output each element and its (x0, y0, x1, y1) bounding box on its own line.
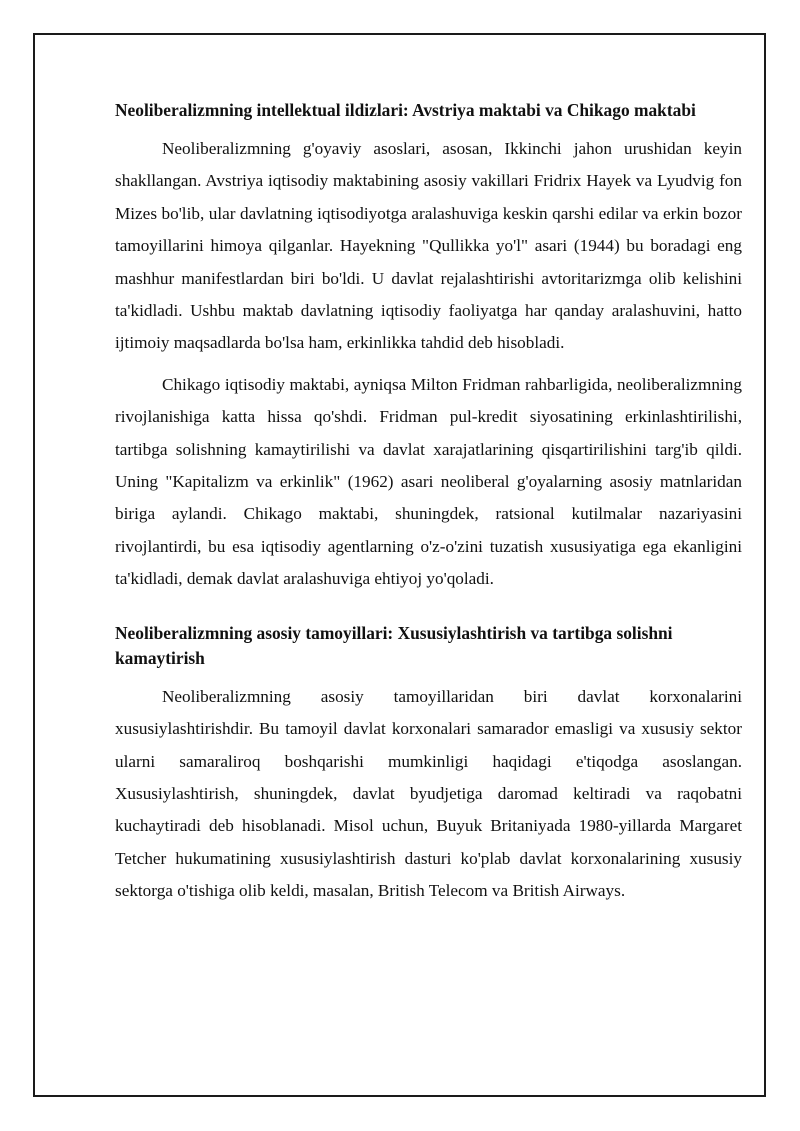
paragraph: Chikago iqtisodiy maktabi, ayniqsa Milton Fridman rahbarligida, neoliberalizmning rivojlanishiga katta hissa qo'shdi. Fridman pul-kredit siyosatining erkinlashtirilishi, tartibga solishning kamaytirilishi va davlat xarajatlarining qisqartirilishini targ'ib qildi. Uning "Kapitalizm va erkinlik" (1962) asari neoliberal g'oyalarning asosiy matnlaridan biriga aylandi. Chikago maktabi, shuningdek, ratsional kutilmalar nazariyasini rivojlantirdi, bu esa iqtisodiy agentlarning o'z-o'zini tuzatish xususiyatiga ega ekanligini ta'kidladi, demak davlat aralashuviga ehtiyoj yo'qoladi. (115, 374, 742, 589)
section-heading: Neoliberalizmning asosiy tamoyillari: Xususiylashtirish va tartibga solishni kamaytirish (115, 622, 673, 668)
paragraph: Neoliberalizmning g'oyaviy asoslari, asosan, Ikkinchi jahon urushidan keyin shakllangan. Avstriya iqtisodiy maktabining asosiy vakillari Fridrix Hayek va Lyudvig fon Mizes bo'lib, ular davlatning iqtisodiyotga aralashuviga keskin qarshi edilar va erkin bozor tamoyillarini himoya qilganlar. Hayekning "Qullikka yo'l" asari (1944) bu boradagi eng mashhur manifestlardan biri bo'ldi. U davlat rejalashtirishi avtoritarizmga olib kelishini ta'kidladi. Ushbu maktab davlatning iqtisodiy faoliyatga har qanday aralashuvini, hatto ijtimoiy maqsadlarda bo'lsa ham, erkinlikka tahdid deb hisobladi. (115, 139, 742, 353)
document-body (115, 98, 742, 917)
paragraph: Neoliberalizmning asosiy tamoyillaridan biri davlat korxonalarini xususiylashtirishdir. Bu tamoyil davlat korxonalari samarador emasligi va xususiy sektor ularni samaraliroq boshqarishi mumkinligi haqidagi e'tiqodga asoslangan. Xususiylashtirish, shuningdek, davlat byudjetiga daromad keltiradi va raqobatni kuchaytiradi deb hisoblanadi. Misol uchun, Buyuk Britaniyada 1980-yillarda Margaret Tetcher hukumatining xususiylashtirish dasturi ko'plab davlat korxonalarining xususiy sektorga o'tishiga olib keldi, masalan, British Telecom va British Airways. (115, 686, 742, 901)
section-heading: Neoliberalizmning intellektual ildizlari: Avstriya maktabi va Chikago maktabi (115, 100, 696, 120)
section-spacer (115, 605, 742, 621)
